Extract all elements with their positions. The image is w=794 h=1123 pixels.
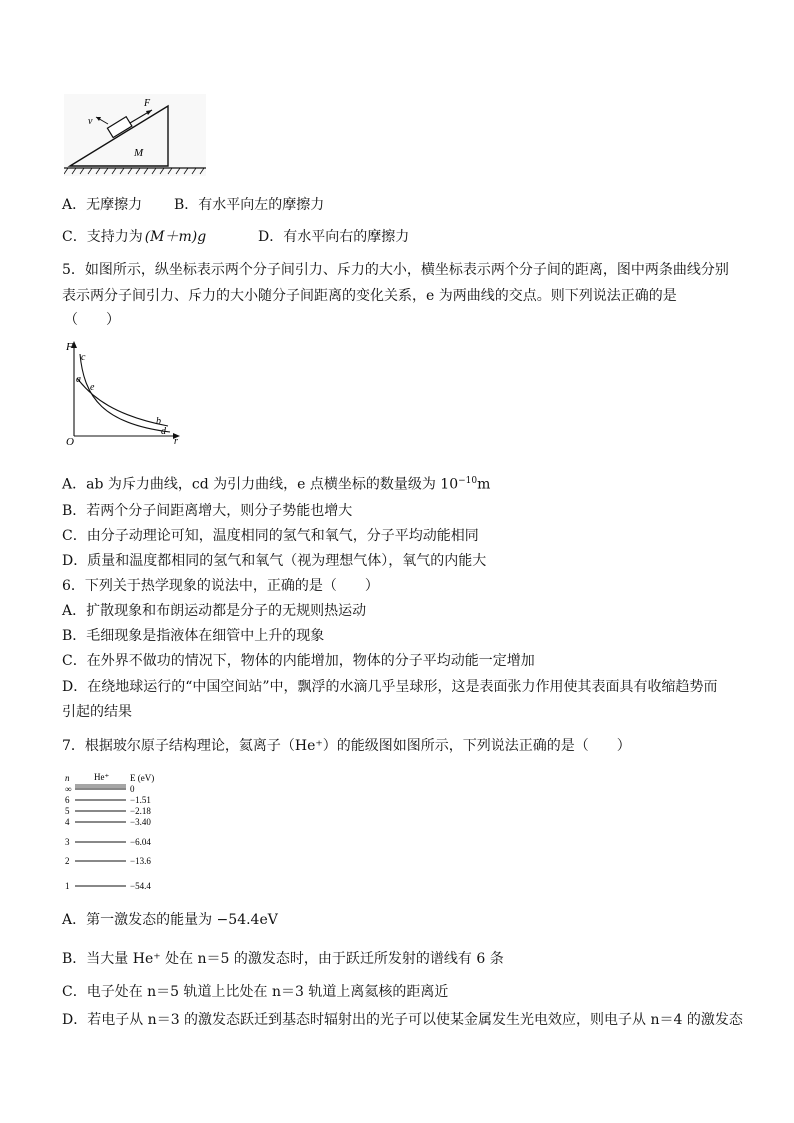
q5-option-b[interactable]: B．若两个分子间距离增大，则分子势能也增大 bbox=[62, 503, 353, 519]
mass-label: M bbox=[134, 147, 144, 159]
q6-option-b[interactable]: B．毛细现象是指液体在细管中上升的现象 bbox=[62, 628, 325, 644]
level-energy-label: −1.51 bbox=[130, 795, 151, 805]
level-energy-label: −13.6 bbox=[130, 856, 151, 866]
q4-option-c[interactable] bbox=[62, 228, 206, 246]
axis-label-r: r bbox=[174, 436, 178, 446]
q5-option-d[interactable]: D．质量和温度都相同的氢气和氧气（视为理想气体），氧气的内能大 bbox=[62, 553, 487, 569]
q7-stem: 7．根据玻尔原子结构理论，氦离子（He⁺）的能级图如图所示，下列说法正确的是（ ） bbox=[62, 738, 631, 754]
diagram-n-label: n bbox=[65, 773, 70, 783]
q4-option-d[interactable]: D．有水平向右的摩擦力 bbox=[258, 229, 410, 245]
origin-label: O bbox=[66, 436, 74, 446]
q5-answer-blank: （ ） bbox=[64, 312, 120, 328]
level-n-label: 6 bbox=[65, 795, 70, 805]
q4-option-c-formula: (M＋m)g bbox=[144, 229, 207, 245]
point-e-label: e bbox=[90, 382, 95, 393]
level-n-label: 5 bbox=[65, 806, 70, 816]
q6-option-d-continued: 引起的结果 bbox=[62, 704, 132, 720]
point-c-label: c bbox=[81, 352, 86, 363]
q5-stem-line2: 表示两分子间引力、斥力的大小随分子间距离的变化关系，e 为两曲线的交点。则下列说法正确的是 bbox=[62, 288, 677, 304]
level-n-label: ∞ bbox=[65, 784, 72, 794]
level-n-label: 3 bbox=[65, 837, 70, 847]
level-energy-label: 0 bbox=[130, 784, 135, 794]
diagram-energy-label: E (eV) bbox=[130, 773, 155, 783]
q5-stem-line1: 5．如图所示，纵坐标表示两个分子间引力、斥力的大小，横坐标表示两个分子间的距离，图中两条曲线分别 bbox=[62, 262, 729, 278]
level-energy-label: −3.40 bbox=[130, 817, 151, 827]
q7-option-c[interactable]: C．电子处在 n＝5 轨道上比处在 n＝3 轨道上离氦核的距离近 bbox=[62, 984, 449, 1000]
q5-option-a-exponent: −10 bbox=[458, 476, 478, 486]
q5-option-a-unit: m bbox=[477, 476, 491, 493]
point-a-label: a bbox=[76, 374, 81, 385]
level-n-label: 1 bbox=[65, 881, 70, 891]
q4-option-b[interactable]: B．有水平向左的摩擦力 bbox=[174, 197, 325, 213]
point-d-label: d bbox=[161, 426, 166, 437]
q6-option-a[interactable]: A．扩散现象和布朗运动都是分子的无规则热运动 bbox=[62, 603, 367, 619]
q4-option-c-prefix: C．支持力为 bbox=[62, 229, 143, 245]
level-n-label: 2 bbox=[65, 856, 70, 866]
level-energy-label: −2.18 bbox=[130, 806, 151, 816]
q6-stem: 6．下列关于热学现象的说法中，正确的是（ ） bbox=[62, 578, 379, 594]
energy-level-diagram bbox=[64, 772, 174, 900]
q7-option-d[interactable]: D．若电子从 n＝3 的激发态跃迁到基态时辐射出的光子可以使某金属发生光电效应，则电子从 n＝4 的激发态 bbox=[62, 1012, 743, 1028]
incline-figure bbox=[64, 94, 206, 176]
force-label: F bbox=[144, 98, 151, 109]
q5-option-c[interactable]: C．由分子动理论可知，温度相同的氢气和氧气，分子平均动能相同 bbox=[62, 528, 479, 544]
q6-option-c[interactable]: C．在外界不做功的情况下，物体的内能增加，物体的分子平均动能一定增加 bbox=[62, 653, 535, 669]
q5-option-a-text: A．ab 为斥力曲线，cd 为引力曲线，e 点横坐标的数量级为 10 bbox=[62, 476, 459, 493]
q7-option-b[interactable]: B．当大量 He⁺ 处在 n＝5 的激发态时，由于跃迁所发射的谱线有 6 条 bbox=[62, 951, 504, 967]
q7-option-a[interactable]: A．第一激发态的能量为 −54.4eV bbox=[62, 912, 278, 928]
q5-option-a[interactable] bbox=[62, 472, 490, 494]
q6-option-d[interactable]: D．在绕地球运行的“中国空间站”中，飘浮的水滴几乎呈球形，这是表面张力作用使其表面具有收缩趋势而 bbox=[62, 679, 718, 695]
point-b-label: b bbox=[156, 416, 161, 427]
q4-option-a[interactable]: A．无摩擦力 bbox=[62, 197, 143, 213]
level-n-label: 4 bbox=[65, 817, 70, 827]
level-energy-label: −6.04 bbox=[130, 837, 151, 847]
level-energy-label: −54.4 bbox=[130, 881, 151, 891]
axis-label-f: F bbox=[66, 341, 73, 353]
velocity-label: v bbox=[88, 116, 93, 127]
molecular-force-figure bbox=[64, 338, 182, 446]
diagram-ion-label: He⁺ bbox=[94, 772, 110, 782]
